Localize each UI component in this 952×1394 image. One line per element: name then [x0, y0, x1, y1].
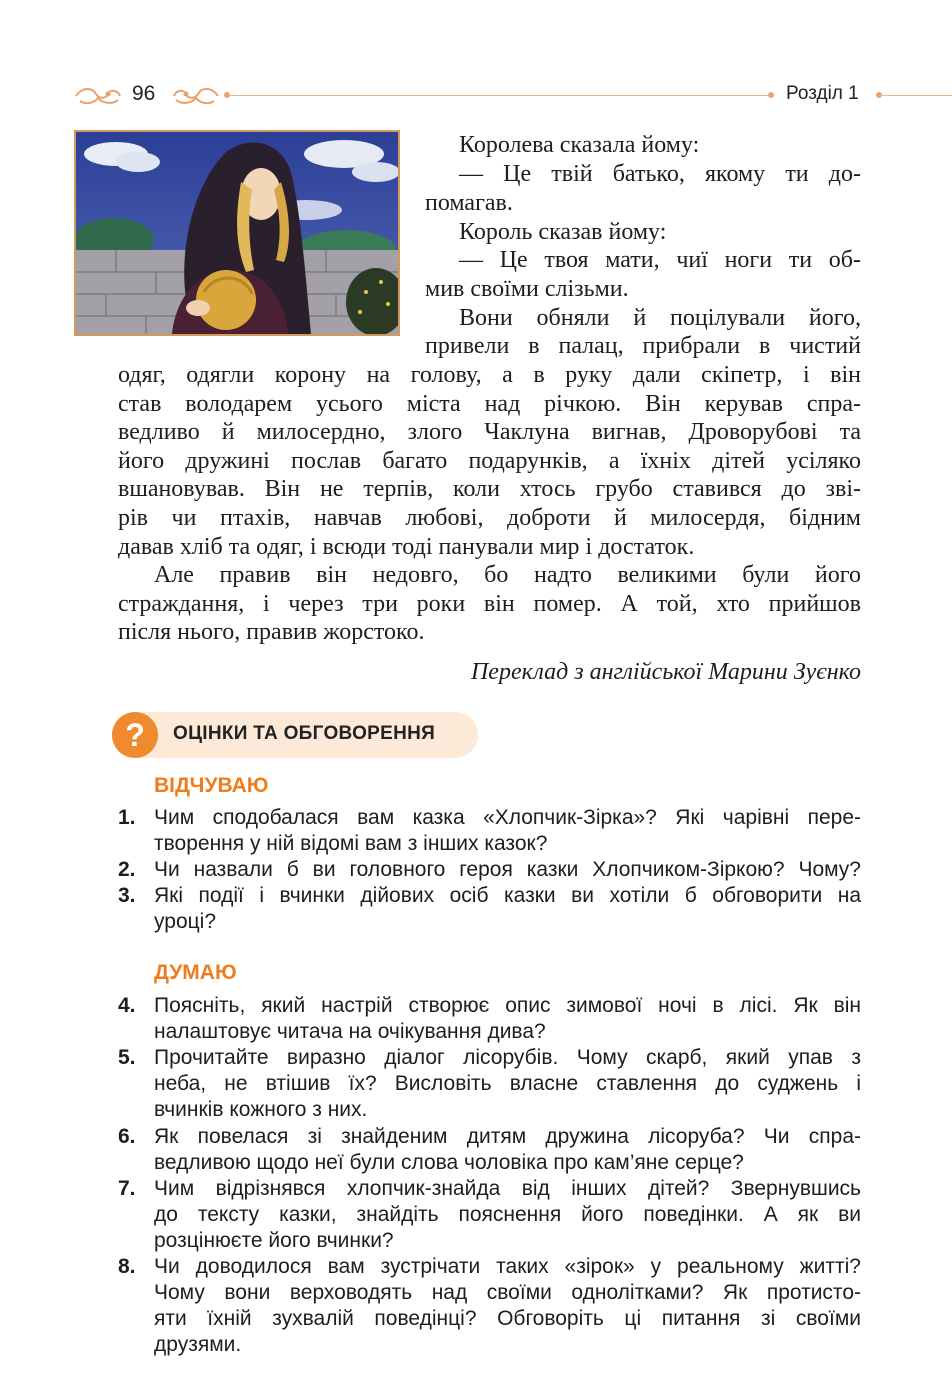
ornament-left-icon — [74, 85, 124, 107]
question-number: 6. — [118, 1125, 136, 1148]
illustration-image — [76, 132, 398, 334]
page-header — [0, 80, 952, 110]
story-line: — Це твій батько, якому ти до- — [459, 161, 861, 187]
story-line: Королева сказала йому: — [459, 132, 700, 158]
story-line: страждання, і через три роки він помер. А той, хто прийшов — [118, 591, 861, 617]
question-line: Чим відрізнявся хлопчик-знайда від інших дітей? Звернувшись — [154, 1177, 861, 1200]
story-line: мив своїми слізьми. — [425, 276, 629, 302]
story-line: став володарем усього міста над річкою. Він керував спра- — [118, 391, 861, 417]
story-line: привели в палац, прибрали в чистий — [425, 333, 861, 359]
question-line: Як повелася зі знайденим дитям дружина лісоруба? Чи спра- — [154, 1125, 861, 1148]
question-line: яти їхній зухвалій поведінці? Обговоріть ці питання зі своїми — [154, 1307, 861, 1330]
subheading-feel: ВІДЧУВАЮ — [154, 774, 269, 797]
story-line: Але правив він недовго, бо надто великими були його — [154, 562, 861, 588]
question-line: Чим сподобалася вам казка «Хлопчик-Зірка»? Які чарівні пере- — [154, 806, 861, 829]
question-number: 7. — [118, 1177, 136, 1200]
question-line: Чи доводилося вам зустрічати таких «зірок» у реальному житті? — [154, 1255, 861, 1278]
question-line: налаштовує читача на очікування дива? — [154, 1020, 546, 1043]
story-line: помагав. — [425, 190, 513, 216]
question-line: Прочитайте виразно діалог лісорубів. Чому скарб, який упав з — [154, 1046, 861, 1069]
story-line: давав хліб та одяг, і всюди тоді панували мир і достаток. — [118, 534, 695, 560]
story-line: після нього, правив жорстоко. — [118, 619, 425, 645]
question-number: 1. — [118, 806, 136, 829]
discussion-title: ОЦІНКИ ТА ОБГОВОРЕННЯ — [173, 723, 436, 744]
question-number: 4. — [118, 994, 136, 1017]
story-line: вшановував. Він не терпів, коли хтось грубо ставився до зві- — [118, 476, 861, 502]
question-line: друзями. — [154, 1333, 242, 1356]
header-rule — [880, 95, 952, 96]
question-line: творення у ній відомі вам з інших казок? — [154, 832, 548, 855]
question-number: 8. — [118, 1255, 136, 1278]
question-line: Чи назвали б ви головного героя казки Хлопчиком-Зіркою? Чому? — [154, 858, 861, 881]
story-line: рів чи птахів, навчав любові, доброти й милосердя, бідним — [118, 505, 861, 531]
ornament-right-icon — [170, 85, 220, 107]
question-number: 3. — [118, 884, 136, 907]
page-number: 96 — [132, 82, 156, 105]
story-line: — Це твоя мати, чиї ноги ти об- — [459, 247, 861, 273]
question-line: неба, не втішив їх? Висловіть власне ставлення до суджень і — [154, 1072, 861, 1095]
question-line: вчинків кожного з них. — [154, 1098, 368, 1121]
question-line: розцінюєте його вчинки? — [154, 1229, 394, 1252]
header-rule — [228, 95, 768, 96]
question-number: 2. — [118, 858, 136, 881]
story-line: одяг, одягли корону на голову, а в руку дали скіпетр, і він — [118, 362, 861, 388]
question-line: Поясніть, який настрій створює опис зимової ночі в лісі. Як він — [154, 994, 861, 1017]
question-number: 5. — [118, 1046, 136, 1069]
question-line: уроці? — [154, 910, 216, 933]
story-line: ведливо й милосердно, злого Чаклуна вигнав, Дроворубові та — [118, 419, 861, 445]
question-line: ведливою щодо неї були слова чоловіка про кам’яне серце? — [154, 1151, 744, 1174]
story-illustration — [74, 130, 400, 336]
story-line: його дружині послав багато подарунків, а їхніх дітей усіляко — [118, 448, 861, 474]
section-title: Розділ 1 — [786, 83, 859, 104]
question-line: Які події і вчинки дійових осіб казки ви хотіли б обговорити на — [154, 884, 861, 907]
story-line: Король сказав йому: — [459, 219, 667, 245]
question-mark-icon: ? — [112, 712, 158, 758]
question-line: Чому вони верховодять над своїми однолітками? Як протисто- — [154, 1281, 861, 1304]
translation-credit: Переклад з англійської Марини Зуєнко — [470, 659, 861, 685]
header-dot — [768, 92, 774, 98]
question-line: до тексту казки, знайдіть пояснення його поведінки. А як ви — [154, 1203, 861, 1226]
story-line: Вони обняли й поцілували його, — [459, 305, 861, 331]
subheading-think: ДУМАЮ — [154, 961, 237, 984]
